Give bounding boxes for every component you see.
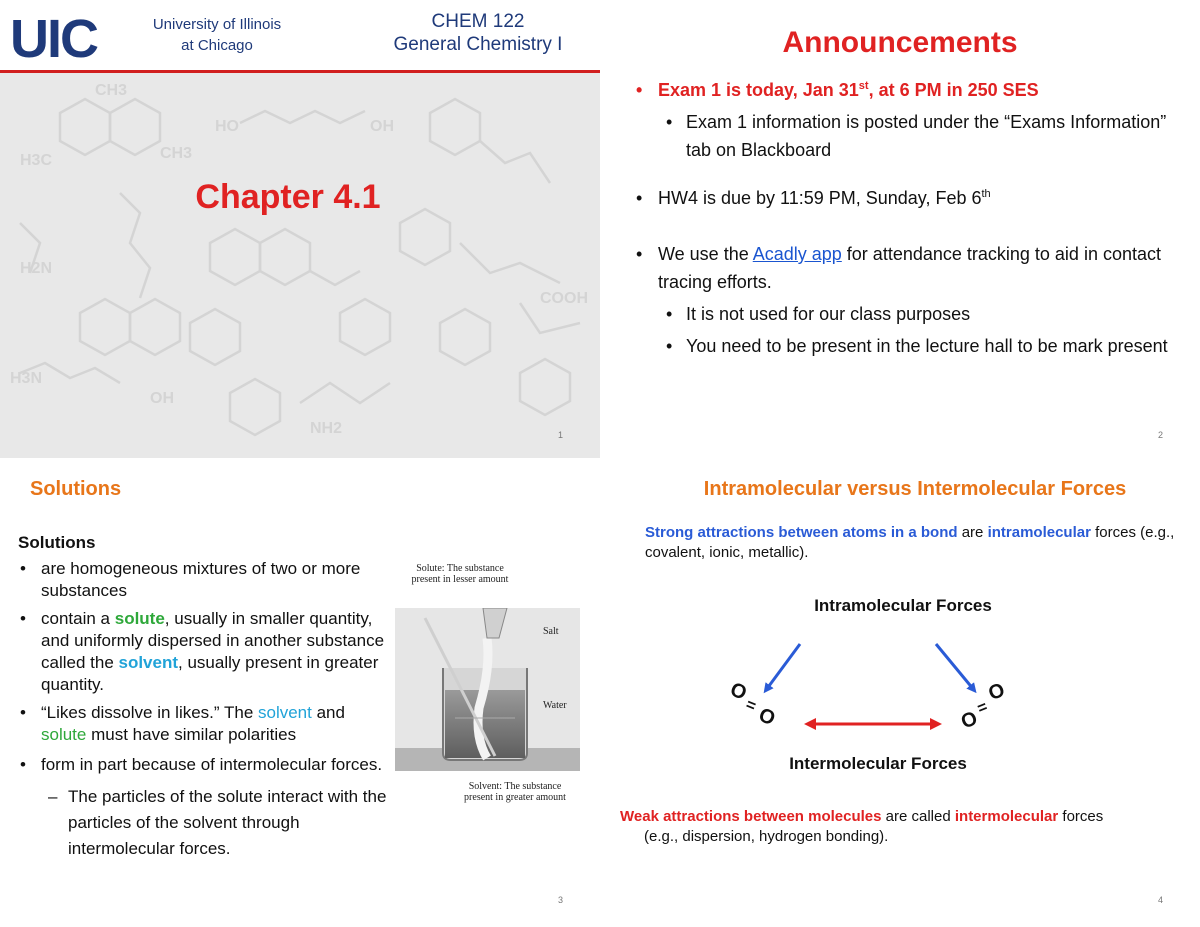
- intra-label: Intramolecular Forces: [814, 596, 992, 615]
- solutions-bullet-3: [18, 702, 390, 746]
- acadly-pre: We use the: [658, 244, 753, 264]
- b3-post: must have similar polarities: [86, 725, 297, 744]
- hw-announcement: [630, 184, 1190, 212]
- acadly-post: for attendance tracking to aid in contact tracing efforts.: [658, 244, 1161, 292]
- university-line-2: at Chicago: [181, 37, 253, 54]
- fig-solvent-label: Solvent: The substance present in greater amount: [464, 781, 566, 803]
- b2-solute: solute: [114, 609, 165, 628]
- acadly-sub-2: • You need to be present in the lecture hall to be mark present: [630, 332, 1190, 360]
- intermolecular-description: [620, 807, 1192, 847]
- exam-info: • Exam 1 information is posted under the “Exams Information” tab on Blackboard: [630, 108, 1190, 164]
- acadly-sub-1: • It is not used for our class purposes: [630, 300, 1190, 328]
- svg-text:H3C: H3C: [20, 152, 53, 169]
- fig-solute-label: Solute: The substance present in lesser amount: [411, 563, 509, 585]
- page-number: 4: [1158, 895, 1164, 905]
- svg-text:=: =: [743, 696, 759, 716]
- svg-text:HO: HO: [215, 118, 239, 135]
- svg-text:COOH: COOH: [540, 290, 588, 307]
- solutions-list: [18, 532, 390, 862]
- forces-title: Intramolecular versus Intermolecular Forces: [703, 478, 1127, 500]
- announcements-list: [630, 76, 1190, 360]
- page-number: 3: [558, 895, 564, 905]
- acadly-announcement: [630, 240, 1190, 296]
- svg-text:H3N: H3N: [10, 370, 43, 387]
- b3-solute: solute: [41, 725, 87, 744]
- solutions-title: Solutions: [30, 478, 122, 500]
- slide-3-solutions: [0, 458, 600, 927]
- exam-text: Exam 1 is today, Jan 31: [658, 80, 859, 100]
- slide-2-announcements: [600, 0, 1200, 458]
- svg-text:CH3: CH3: [160, 145, 193, 162]
- course-code: CHEM 122: [431, 11, 525, 32]
- svg-text:OH: OH: [370, 118, 394, 135]
- university-line-1: University of Illinois: [152, 16, 282, 33]
- svg-text:O: O: [985, 678, 1009, 706]
- p2-d: forces: [1058, 808, 1104, 825]
- hw-sup: th: [981, 188, 991, 200]
- exam-text-post: , at 6 PM in 250 SES: [868, 80, 1039, 100]
- exam-announcement: [630, 76, 1190, 104]
- intramolecular-description: [645, 523, 1190, 563]
- b2-solvent: solvent: [118, 653, 179, 672]
- p2-e: (e.g., dispersion, hydrogen bonding).: [644, 828, 889, 845]
- svg-text:O: O: [958, 707, 981, 734]
- b3-pre: “Likes dissolve in likes.” The: [41, 703, 258, 722]
- p1-c: intramolecular: [987, 524, 1091, 541]
- svg-text:OH: OH: [150, 390, 174, 407]
- solutions-bullet-1: • are homogeneous mixtures of two or more substances: [18, 558, 390, 602]
- page-number: 2: [1158, 430, 1164, 440]
- svg-text:=: =: [975, 698, 991, 718]
- hw-text: HW4 is due by 11:59 PM, Sunday, Feb 6: [658, 188, 982, 208]
- svg-text:O: O: [726, 678, 750, 705]
- chapter-title: Chapter 4.1: [195, 178, 381, 216]
- svg-text:CH3: CH3: [95, 82, 128, 99]
- fig-salt-label: Salt: [543, 626, 559, 637]
- b2-mid: , usually in smaller quantity, and uniformly dispersed in another substance called the: [41, 609, 385, 672]
- announcements-title: Announcements: [782, 26, 1018, 59]
- b2-post: , usually present in greater quantity.: [41, 653, 379, 694]
- p2-b: are called: [881, 808, 955, 825]
- p1-a: Strong attractions between atoms in a bond: [645, 524, 958, 541]
- solutions-heading: Solutions: [18, 533, 96, 552]
- fig-water-label: Water: [543, 700, 567, 711]
- p2-c: intermolecular: [954, 808, 1059, 825]
- university-name: [142, 14, 292, 56]
- molecule-pattern-icon: [0, 73, 600, 458]
- inter-label: Intermolecular Forces: [789, 754, 967, 773]
- page-number: 1: [558, 430, 564, 440]
- b3-solvent: solvent: [258, 703, 312, 722]
- molecule-background: [0, 73, 600, 458]
- b2-pre: contain a: [41, 609, 115, 628]
- solutions-bullet-4: • form in part because of intermolecular forces.: [18, 752, 390, 778]
- solutions-dash-1: – The particles of the solute interact with the particles of the solvent through intermolecular forces.: [18, 784, 390, 862]
- exam-sup: st: [858, 80, 869, 92]
- slide-4-forces: [600, 458, 1200, 927]
- svg-text:NH2: NH2: [310, 420, 343, 437]
- solutions-bullet-2: [18, 608, 390, 696]
- p2-a: Weak attractions between molecules: [620, 808, 882, 825]
- acadly-app-link[interactable]: Acadly app: [752, 244, 842, 264]
- p1-d: forces (e.g., covalent, ionic, metallic).: [645, 524, 1175, 561]
- p1-b: are: [957, 524, 988, 541]
- course-name: General Chemistry I: [393, 34, 563, 55]
- b3-and: and: [311, 703, 345, 722]
- uic-logo: UIC: [10, 9, 97, 69]
- course-title: [370, 10, 586, 56]
- svg-text:O: O: [755, 704, 779, 731]
- svg-text:H2N: H2N: [20, 260, 53, 277]
- slide-1-title: [0, 0, 600, 458]
